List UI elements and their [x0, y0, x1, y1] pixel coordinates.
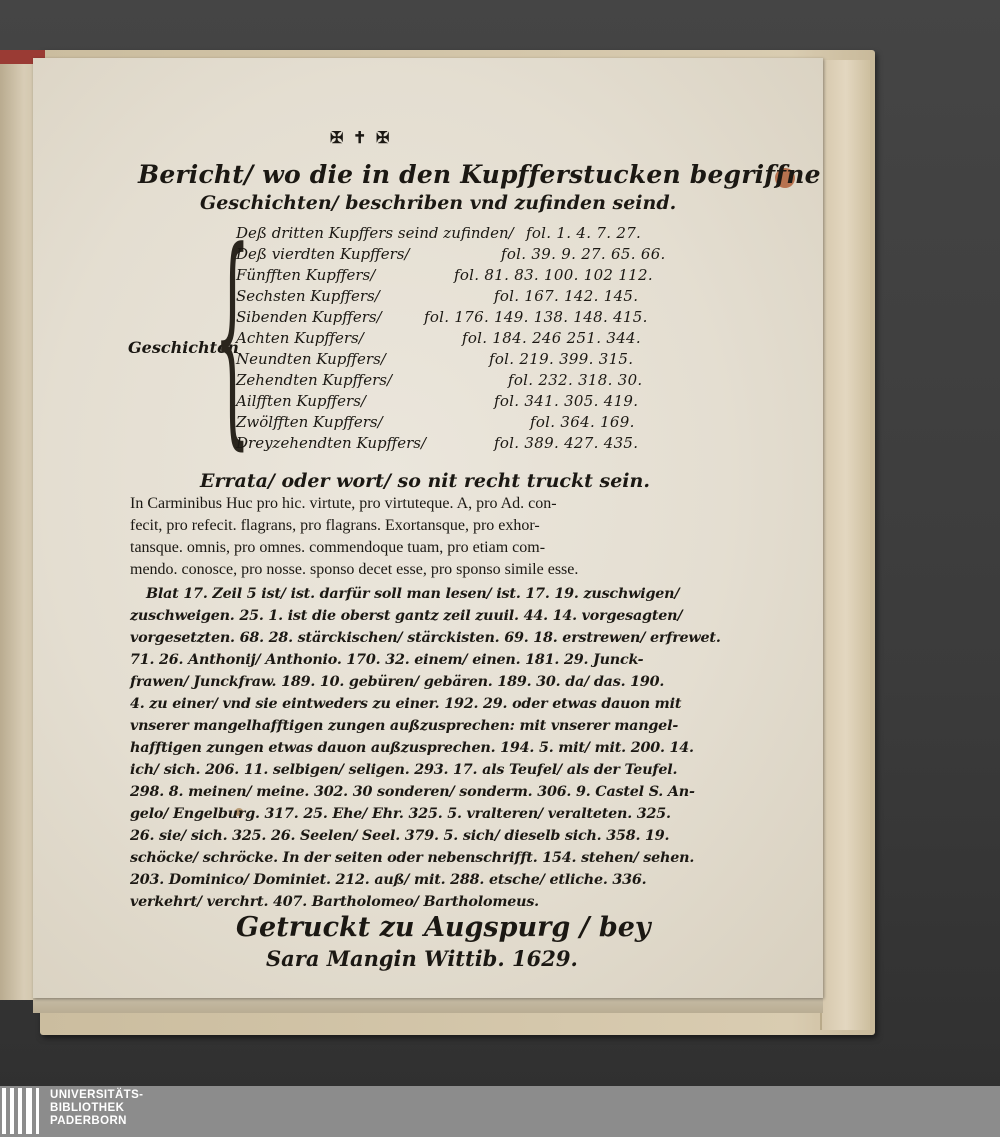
- errata-line: vnserer mangelhafftigen zungen außzusprechen: mit vnserer mangel-: [130, 718, 679, 734]
- toc-folios: fol. 176. 149. 138. 148. 415.: [424, 308, 648, 326]
- toc-label: Deß dritten Kupffers seind zufinden/: [236, 224, 514, 242]
- library-name-line-3: PADERBORN: [50, 1115, 127, 1127]
- toc-row: [236, 329, 656, 351]
- toc-row: [236, 434, 656, 456]
- page-title-line-2: Geschichten/ beschriben vnd zufinden seind.: [200, 192, 677, 214]
- errata-line: verkehrt/ verchrt. 407. Bartholomeo/ Bartholomeus.: [130, 894, 539, 910]
- toc-folios: fol. 1. 4. 7. 27.: [526, 224, 642, 242]
- head-ornament: ✠ ✝ ✠: [330, 128, 392, 147]
- toc-label: Fünfften Kupffers/: [236, 266, 376, 284]
- errata-latin-line: mendo. conosce, pro nosse. sponso decet esse, pro sponso simile esse.: [130, 561, 579, 578]
- toc-label: Zwölfften Kupffers/: [236, 413, 383, 431]
- errata-line: hafftigen zungen etwas dauon außzusprechen. 194. 5. mit/ mit. 200. 14.: [130, 740, 694, 756]
- toc-folios: fol. 232. 318. 30.: [508, 371, 643, 389]
- toc-brace: {: [214, 203, 251, 470]
- toc-label: Neundten Kupffers/: [236, 350, 386, 368]
- toc-row: [236, 350, 656, 372]
- toc-row: [236, 287, 656, 309]
- errata-line: schöcke/ schröcke. In der seiten oder nebenschrifft. 154. stehen/ sehen.: [130, 850, 695, 866]
- toc-folios: fol. 341. 305. 419.: [494, 392, 639, 410]
- library-name-line-2: BIBLIOTHEK: [50, 1102, 125, 1114]
- errata-line: Blat 17. Zeil 5 ist/ ist. darfür soll man lesen/ ist. 17. 19. zuschwigen/: [146, 586, 680, 602]
- toc-label: Sibenden Kupffers/: [236, 308, 382, 326]
- toc-row: [236, 245, 666, 267]
- library-name-line-1: UNIVERSITÄTS-: [50, 1089, 144, 1101]
- errata-line: vorgesetzten. 68. 28. stärckischen/ stärckisten. 69. 18. erstrewen/ erfrewet.: [130, 630, 721, 646]
- errata-line: zuschweigen. 25. 1. ist die oberst gantz zeil zuuil. 44. 14. vorgesagten/: [130, 608, 683, 624]
- errata-line: ich/ sich. 206. 11. selbigen/ seligen. 293. 17. als Teufel/ als der Teufel.: [130, 762, 678, 778]
- errata-line: gelo/ Engelburg. 317. 25. Ehe/ Ehr. 325. 5. vralteren/ veralteten. 325.: [130, 806, 671, 822]
- toc-label: Ailfften Kupffers/: [236, 392, 366, 410]
- errata-line: 26. sie/ sich. 325. 26. Seelen/ Seel. 379. 5. sich/ dieselb sich. 358. 19.: [130, 828, 670, 844]
- toc-folios: fol. 39. 9. 27. 65. 66.: [501, 245, 666, 263]
- errata-line: frawen/ Junckfraw. 189. 10. gebüren/ gebären. 189. 30. da/ das. 190.: [130, 674, 665, 690]
- toc-row: [236, 392, 656, 414]
- errata-line: 203. Dominico/ Dominiet. 212. auß/ mit. 288. etsche/ etliche. 336.: [130, 872, 647, 888]
- toc-label: Achten Kupffers/: [236, 329, 364, 347]
- toc-row: [236, 413, 656, 435]
- toc-row: [236, 224, 656, 246]
- toc-row: [236, 308, 656, 330]
- errata-line: 4. zu einer/ vnd sie eintweders zu einer. 192. 29. oder etwas dauon mit: [130, 696, 682, 712]
- library-footer-bar: [0, 1086, 1000, 1137]
- book-cover-edge: [820, 60, 870, 1030]
- toc-folios: fol. 167. 142. 145.: [494, 287, 639, 305]
- toc-label: Sechsten Kupffers/: [236, 287, 380, 305]
- toc-row: [236, 266, 656, 288]
- errata-latin-line: tansque. omnis, pro omnes. commendoque tuam, pro etiam com-: [130, 539, 546, 556]
- toc-folios: fol. 184. 246 251. 344.: [462, 329, 641, 347]
- page-title-line-1: Bericht/ wo die in den Kupfferstucken begriffne: [138, 160, 821, 189]
- toc-label: Zehendten Kupffers/: [236, 371, 392, 389]
- toc-row: [236, 371, 656, 393]
- toc-label: Deß vierdten Kupffers/: [236, 245, 410, 263]
- imprint-line-1: Getruckt zu Augspurg / bey: [236, 912, 651, 943]
- errata-latin-line: In Carminibus Huc pro hic. virtute, pro virtuteque. A, pro Ad. con-: [130, 495, 557, 512]
- errata-latin-line: fecit, pro refecit. flagrans, pro flagrans. Exortansque, pro exhor-: [130, 517, 540, 534]
- toc-folios: fol. 389. 427. 435.: [494, 434, 639, 452]
- errata-line: 71. 26. Anthonij/ Anthonio. 170. 32. einem/ einen. 181. 29. Junck-: [130, 652, 644, 668]
- errata-heading: Errata/ oder wort/ so nit recht truckt sein.: [200, 470, 650, 492]
- toc-folios: fol. 81. 83. 100. 102 112.: [454, 266, 653, 284]
- toc-folios: fol. 364. 169.: [530, 413, 635, 431]
- toc-label: Dreyzehendten Kupffers/: [236, 434, 427, 452]
- toc-group-label: Geschichten: [128, 338, 239, 357]
- toc-folios: fol. 219. 399. 315.: [489, 350, 634, 368]
- imprint-line-2: Sara Mangin Wittib. 1629.: [266, 946, 578, 971]
- errata-line: 298. 8. meinen/ meine. 302. 30 sonderen/ sonderm. 306. 9. Castel S. An-: [130, 784, 695, 800]
